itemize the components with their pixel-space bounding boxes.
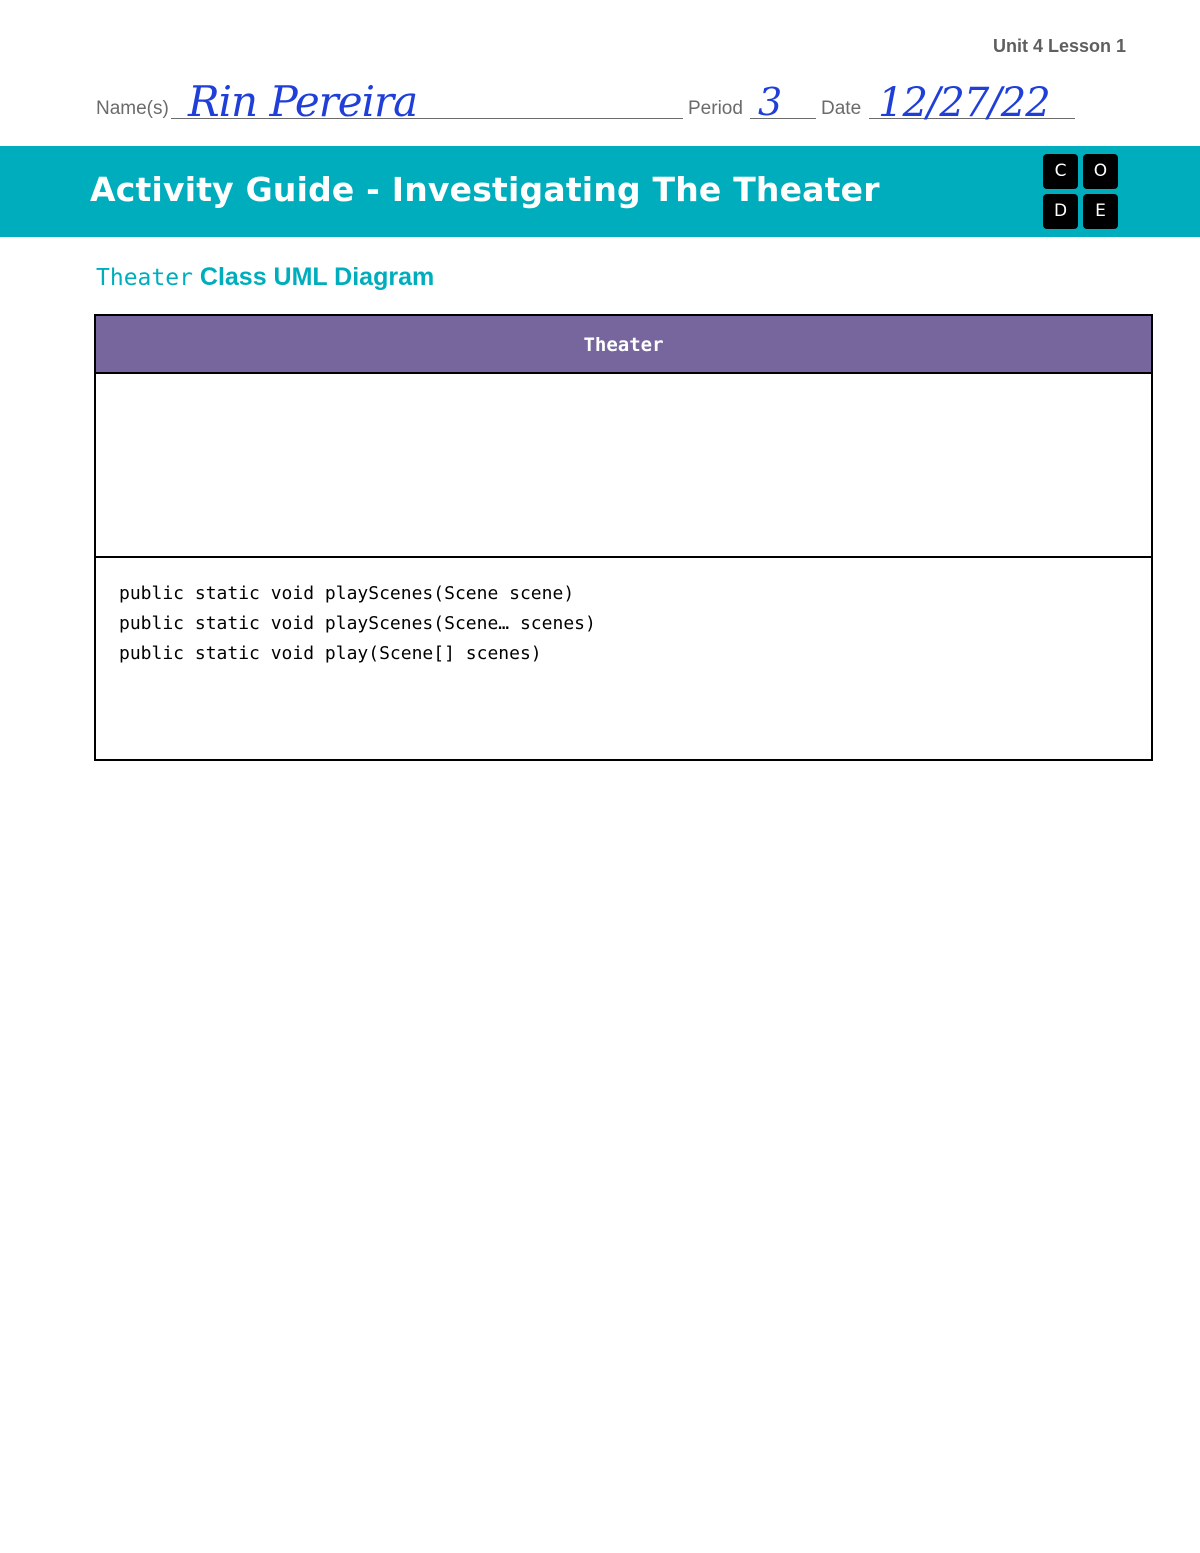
title-banner (0, 146, 1200, 237)
activity-guide-title: Activity Guide - Investigating The Theater (90, 170, 880, 209)
period-handwritten[interactable]: 3 (758, 80, 782, 124)
uml-methods-section[interactable] (96, 558, 1151, 759)
unit-lesson-label: Unit 4 Lesson 1 (992, 36, 1126, 56)
uml-method: public static void playScenes(Scene… scenes) (119, 613, 596, 634)
uml-class-diagram (94, 314, 1153, 761)
period-label: Period (688, 98, 743, 119)
logo-letter-o: O (1083, 154, 1118, 189)
date-label: Date (821, 98, 862, 119)
logo-letter-e: E (1083, 194, 1118, 229)
code-org-logo (1043, 154, 1119, 230)
uml-method: public static void play(Scene[] scenes) (119, 643, 542, 664)
heading-text: Class UML Diagram (192, 263, 435, 291)
logo-letter-c: C (1043, 154, 1078, 189)
date-handwritten[interactable]: 12/27/22 (878, 80, 1050, 126)
student-info-row (96, 70, 1076, 126)
name-handwritten[interactable]: Rin Pereira (188, 77, 418, 126)
uml-fields-section[interactable] (96, 374, 1151, 558)
section-heading (96, 263, 434, 292)
heading-class-name: Theater (96, 265, 193, 291)
uml-class-name: Theater (96, 316, 1151, 374)
uml-method: public static void playScenes(Scene scene) (119, 583, 575, 604)
name-label: Name(s) (96, 98, 169, 119)
logo-letter-d: D (1043, 194, 1078, 229)
